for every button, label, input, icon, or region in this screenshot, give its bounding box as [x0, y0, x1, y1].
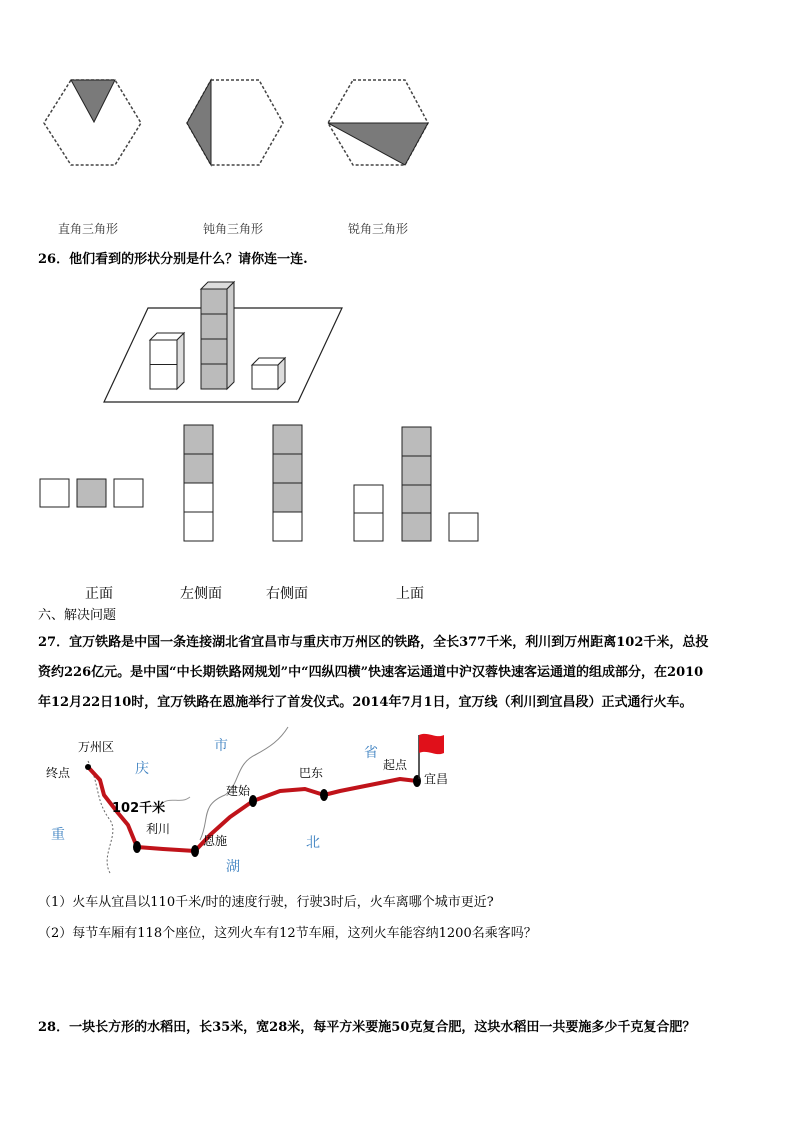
question-27-sub2: （2）每节车厢有118个座位，这列火车有12节车厢，这列火车能容纳1200名乘客吗？ [38, 926, 537, 941]
map-label-badong: 巴东 [299, 766, 324, 780]
label-front-view: 正面 [85, 586, 113, 602]
station-wanzhou [85, 764, 91, 770]
hexagon-obtuse-triangle [187, 80, 283, 165]
question-28-text: 28．一块长方形的水稻田，长35米，宽28米，每平方米要施50克复合肥，这块水稻田一共要施多少千克复合肥？ [38, 1020, 696, 1035]
label-right-view: 右侧面 [266, 586, 308, 602]
question-26-text: 26．他们看到的形状分别是什么？请你连一连. [38, 252, 308, 267]
caption-acute-triangle: 锐角三角形 [348, 222, 409, 236]
question-27-line3: 年12月22日10时，宜万铁路在恩施举行了首发仪式。2014年7月1日，宜万线（利川到宜昌段）正式通行火车。 [38, 695, 693, 710]
cube-stack-left [150, 333, 184, 389]
map-label-end: 终点 [46, 766, 71, 780]
hexagon-figures [0, 0, 794, 250]
map-label-lichuan: 利川 [146, 822, 171, 836]
view-front-option [40, 479, 143, 507]
station-enshi [191, 845, 199, 857]
question-27-line1: 27．宜万铁路是中国一条连接湖北省宜昌市与重庆市万州区的铁路，全长377千米，利川到万州距离102千米，总投 [38, 635, 709, 650]
map-region-shi: 市 [214, 738, 228, 754]
map-region-sheng: 省 [364, 745, 378, 761]
hexagon-right-triangle [44, 80, 141, 165]
caption-right-triangle: 直角三角形 [58, 222, 119, 236]
cube-arrangement-figure [100, 278, 350, 406]
map-region-bei: 北 [306, 835, 320, 851]
label-left-view: 左侧面 [180, 586, 222, 602]
cube-stack-tall [201, 282, 234, 389]
label-top-view: 上面 [396, 586, 424, 602]
view-left-option [184, 425, 213, 541]
station-yichang [413, 775, 421, 787]
map-label-start: 起点 [383, 758, 408, 772]
view-top-option [354, 427, 478, 541]
question-27-sub1: （1）火车从宜昌以110千米/时的速度行驶，行驶3时后，火车离哪个城市更近? [38, 895, 494, 910]
station-badong [320, 789, 328, 801]
map-region-chong: 重 [51, 827, 65, 843]
map-label-wanzhou: 万州区 [78, 740, 115, 754]
map-label-yichang: 宜昌 [424, 772, 449, 786]
map-label-enshi: 恩施 [203, 834, 228, 848]
question-27-line2: 资约226亿元。是中国“中长期铁路网规划”中“四纵四横”快速客运通道中沪汉蓉快速客运通道的组成部分，在2010 [38, 665, 704, 680]
map-region-hu: 湖 [226, 859, 240, 875]
map-label-jianshi: 建始 [226, 784, 251, 798]
station-jianshi [249, 795, 257, 807]
view-right-option [273, 425, 302, 541]
station-lichuan [133, 841, 141, 853]
section-6-title: 六、解决问题 [38, 608, 117, 623]
view-diagrams [0, 420, 794, 550]
cube-single [252, 358, 285, 389]
map-region-qing: 庆 [135, 761, 149, 777]
map-label-distance: 102千米 [112, 801, 166, 816]
hexagon-acute-triangle [328, 80, 428, 165]
caption-obtuse-triangle: 钝角三角形 [203, 222, 264, 236]
